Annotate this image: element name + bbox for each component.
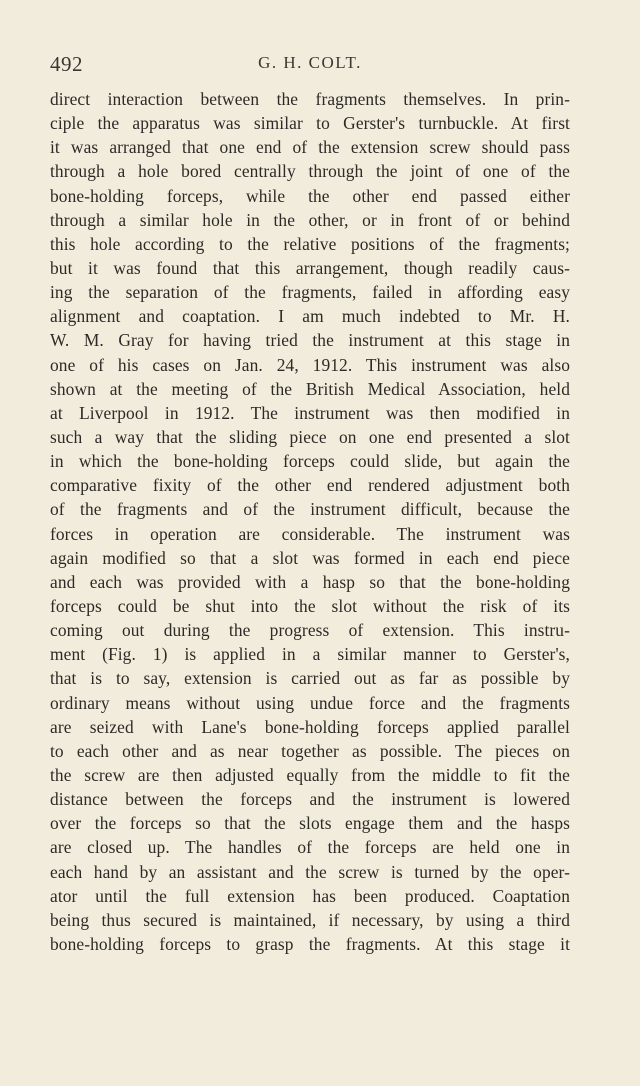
text-line: this hole according to the relative positions of the fragments; [50,233,570,254]
text-line: coming out during the progress of extension. This instru- [50,620,570,641]
text-line: that is to say, extension is carried out as far as possible by [50,668,570,689]
text-line: ordinary means without using undue force and the fragments [50,692,570,713]
text-line: direct interaction between the fragments themselves. In prin- [50,89,570,109]
text-line: ing the separation of the fragments, failed in affording easy [50,282,570,303]
text-line: through a similar hole in the other, or in front of or behind [50,209,570,230]
text-line: forces in operation are considerable. The instrument was [50,523,570,544]
text-line: ciple the apparatus was similar to Gerster's turnbuckle. At first [50,113,570,134]
text-line: forceps could be shut into the slot without the risk of its [50,595,570,616]
text-line: ment (Fig. 1) is applied in a similar manner to Gerster's, [50,644,570,665]
running-head-author: G. H. COLT. [258,53,362,72]
text-line: bone-holding forceps, while the other end passed either [50,185,570,206]
text-line: distance between the forceps and the instrument is lowered [50,789,570,810]
text-line: alignment and coaptation. I am much indebted to Mr. H. [50,306,570,327]
text-line: shown at the meeting of the British Medical Association, held [50,378,570,399]
text-line: one of his cases on Jan. 24, 1912. This instrument was also [50,354,570,375]
text-line: through a hole bored centrally through the joint of one of the [50,161,570,182]
running-head [50,52,570,76]
text-line: ator until the full extension has been produced. Coaptation [50,885,570,906]
text-line: and each was provided with a hasp so that the bone-holding [50,571,570,592]
text-line: bone-holding forceps to grasp the fragments. At this stage it [50,933,570,954]
text-line: such a way that the sliding piece on one end presented a slot [50,426,570,447]
text-line: the screw are then adjusted equally from the middle to fit the [50,764,570,785]
text-line: are seized with Lane's bone-holding forceps applied parallel [50,716,570,737]
text-line: of the fragments and of the instrument difficult, because the [50,499,570,520]
text-line: being thus secured is maintained, if necessary, by using a third [50,909,570,930]
body-paragraph [50,87,570,956]
page-number: 492 [50,52,83,76]
text-line: over the forceps so that the slots engage them and the hasps [50,813,570,834]
text-line: to each other and as near together as possible. The pieces on [50,740,570,761]
text-line: it was arranged that one end of the extension screw should pass [50,137,570,158]
text-line: in which the bone-holding forceps could slide, but again the [50,451,570,472]
text-line: at Liverpool in 1912. The instrument was then modified in [50,402,570,423]
text-line: each hand by an assistant and the screw is turned by the oper- [50,861,570,882]
text-line: but it was found that this arrangement, though readily caus- [50,257,570,278]
text-line: comparative fixity of the other end rendered adjustment both [50,475,570,496]
text-line: W. M. Gray for having tried the instrument at this stage in [50,330,570,351]
text-line: again modified so that a slot was formed in each end piece [50,547,570,568]
text-line: are closed up. The handles of the forceps are held one in [50,837,570,858]
